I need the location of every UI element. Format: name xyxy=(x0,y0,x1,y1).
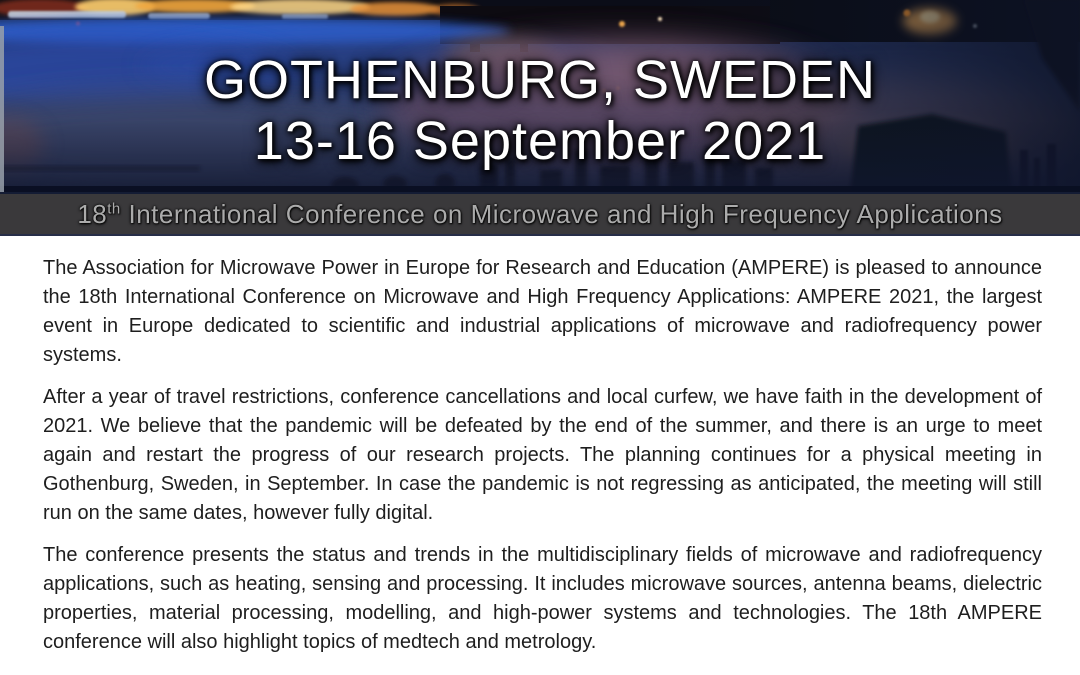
hero-banner xyxy=(0,0,1080,192)
subtitle-ordinal: th xyxy=(107,199,121,217)
paragraph-pandemic-plans: After a year of travel restrictions, conference cancellations and local curfew, we have faith in the development of 2021. We believe that the pandemic will be defeated by the end of the summer, and there is an urge to meet again and restart the progress of our research projects. The planning continues for a physical meeting in Gothenburg, Sweden, in September. In case the pandemic is not regressing as anticipated, the meeting will still run on the same dates, however fully digital. xyxy=(43,386,1042,524)
conference-subtitle xyxy=(77,199,1002,230)
announcement-body xyxy=(0,236,1080,657)
subtitle-bar xyxy=(0,192,1080,236)
hero-title-block xyxy=(0,50,1080,172)
paragraph-conference-topics: The conference presents the status and trends in the multidisciplinary fields of microwave and radiofrequency applications, such as heating, sensing and processing. It includes microwave sources, antenna beams, dielectric properties, material processing, modelling, and high-power systems and technologies. The 18th AMPERE conference will also highlight topics of medtech and metrology. xyxy=(43,544,1042,653)
subtitle-title: International Conference on Microwave and High Frequency Applications xyxy=(120,198,1003,229)
subtitle-number: 18 xyxy=(77,198,108,229)
hero-dates-title: 13-16 September 2021 xyxy=(253,111,827,171)
paragraph-ampere-intro: The Association for Microwave Power in Europe for Research and Education (AMPERE) is pleased to announce the 18th International Conference on Microwave and High Frequency Applications: AMPERE 2021, the largest event in Europe dedicated to scientific and industrial applications of microwave and radiofrequency power systems. xyxy=(43,257,1042,366)
hero-location-title: GOTHENBURG, SWEDEN xyxy=(203,50,877,110)
